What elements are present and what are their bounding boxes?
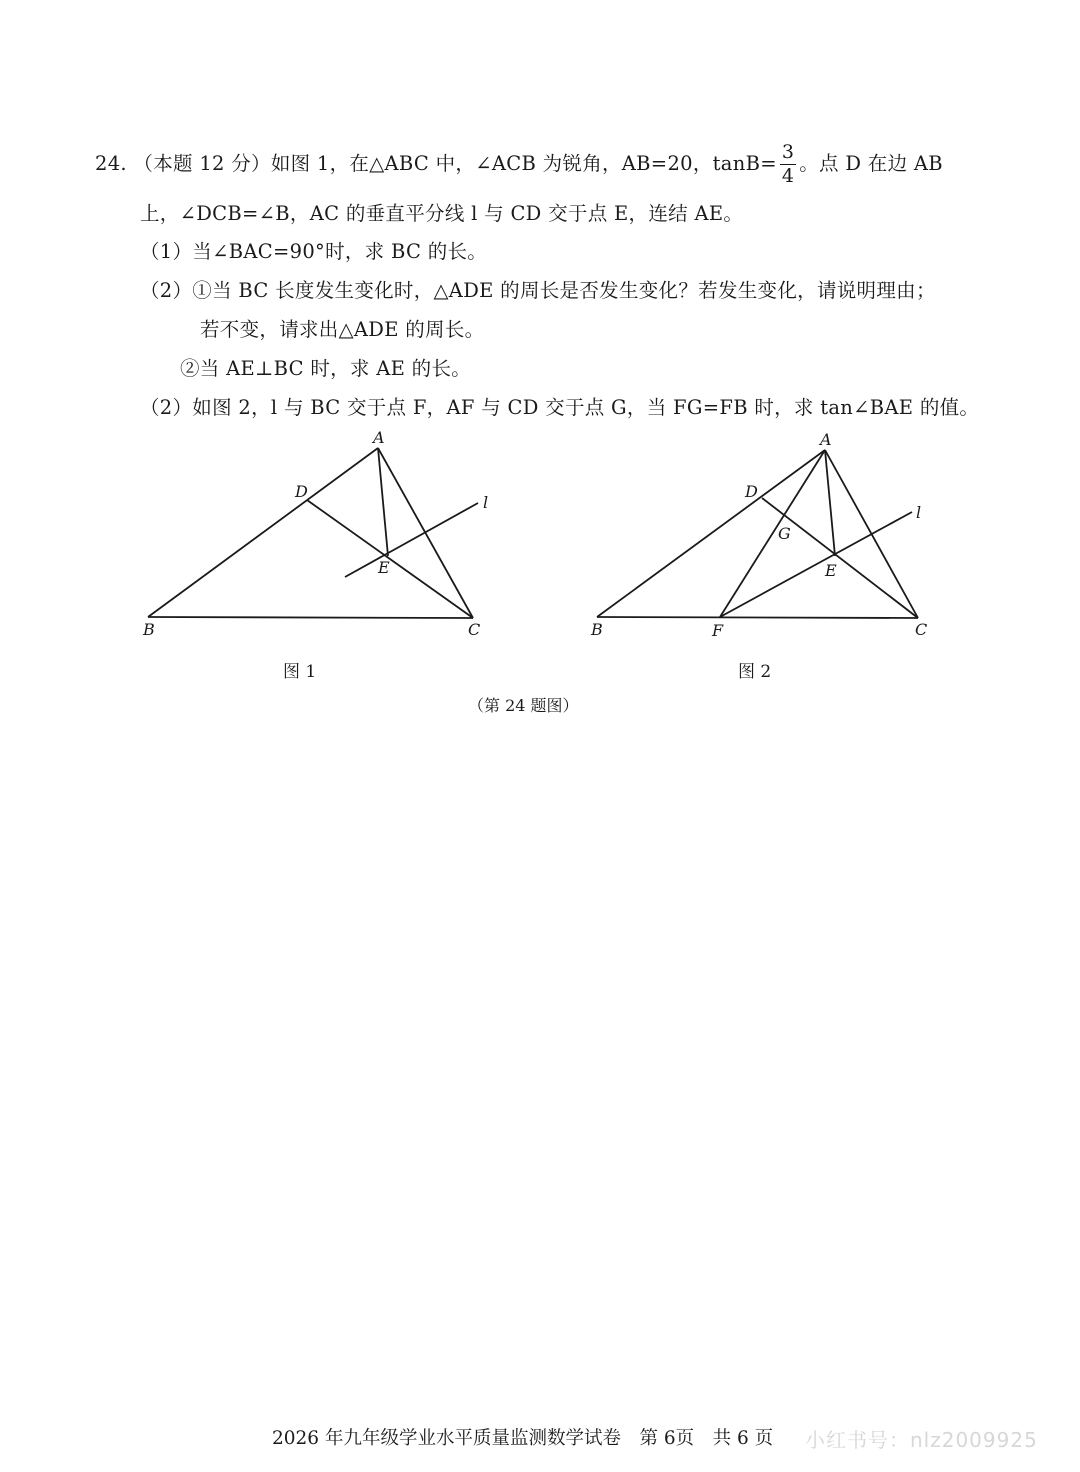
question-line-2: 上，∠DCB=∠B，AC 的垂直平分线 l 与 CD 交于点 E，连结 AE。 (140, 202, 744, 225)
fig1-label-C: C (468, 620, 481, 639)
fig2-label-C: C (915, 620, 928, 639)
part-2-2: ②当 AE⊥BC 时，求 AE 的长。 (180, 357, 472, 380)
page-footer: 2026 年九年级学业水平质量监测数学试卷 第 6页 共 6 页 (272, 1428, 774, 1449)
fig2-segment-AB (597, 450, 825, 617)
fig1-label-E: E (378, 558, 390, 577)
part-2-1-continued: 若不变，请求出△ADE 的周长。 (200, 318, 485, 341)
part-1: （1）当∠BAC=90°时，求 BC 的长。 (140, 240, 488, 263)
fig2-label-A: A (820, 430, 832, 449)
fig2-label-G: G (778, 524, 791, 543)
question-header-text: （本题 12 分）如图 1，在△ABC 中，∠ACB 为锐角，AB=20，tanB= (133, 152, 777, 175)
tan-numerator: 3 (781, 141, 795, 163)
figure-group-caption: （第 24 题图） (468, 696, 579, 715)
fig1-label-l: l (483, 493, 489, 512)
fig2-label-B: B (591, 620, 603, 639)
part-2-1: （2）①当 BC 长度发生变化时，△ADE 的周长是否发生变化？若发生变化，请说明理由； (140, 279, 936, 302)
figure-2-diagram (0, 0, 1080, 700)
figure-1-caption: 图 1 (283, 662, 317, 682)
fig2-label-D: D (745, 482, 758, 501)
question-number: 24. (95, 152, 127, 175)
fig2-label-F: F (712, 621, 724, 640)
fig2-segment-CD (762, 498, 918, 618)
tan-denominator: 4 (781, 165, 795, 187)
fig2-line-l (720, 512, 912, 617)
fig1-label-A: A (373, 428, 385, 447)
fig1-label-D: D (295, 482, 308, 501)
figure-2-caption: 图 2 (738, 662, 772, 682)
fig2-segment-BC (597, 617, 918, 618)
fig1-label-B: B (143, 620, 155, 639)
part-3: （2）如图 2，l 与 BC 交于点 F，AF 与 CD 交于点 G，当 FG=FB 时，求 tan∠BAE 的值。 (140, 396, 980, 419)
fig2-label-l: l (916, 503, 922, 522)
watermark: 小红书号：nlz2009925 (805, 1428, 1038, 1452)
question-header-tail: 。点 D 在边 AB (799, 152, 943, 175)
fig2-label-E: E (825, 561, 837, 580)
